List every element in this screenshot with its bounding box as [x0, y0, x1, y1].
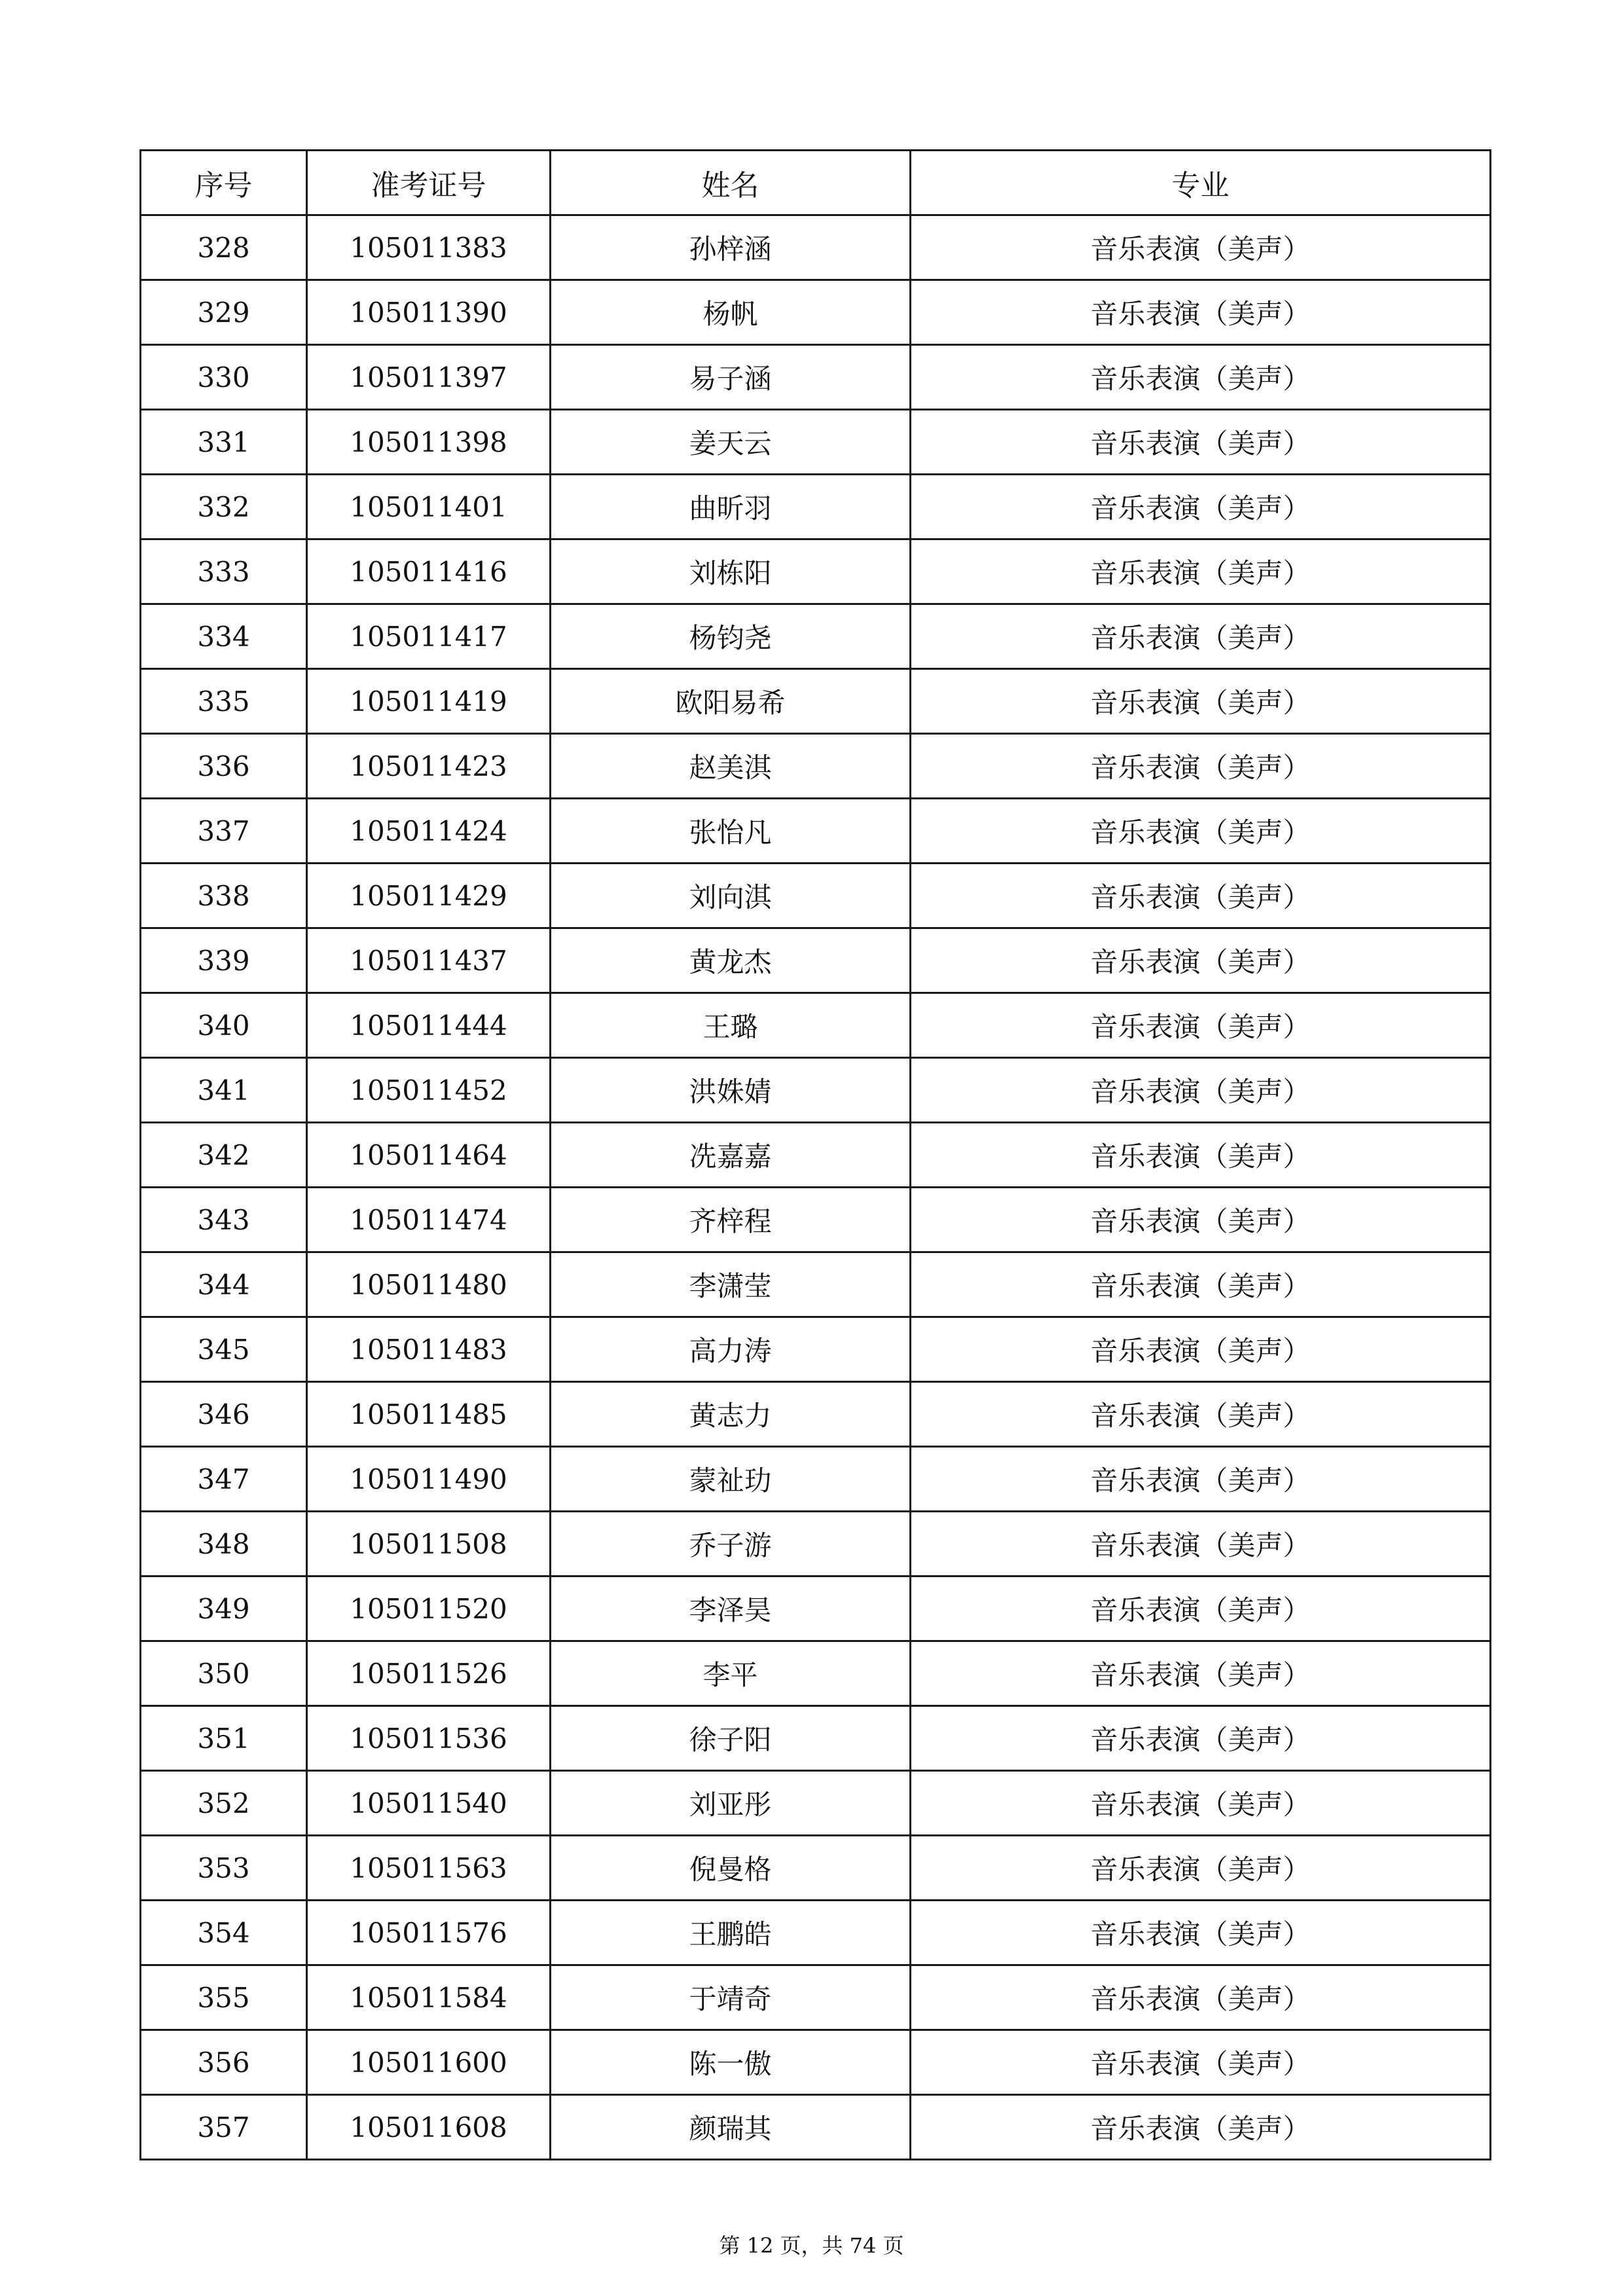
cell-name: 孙梓涵 [551, 215, 911, 280]
cell-exam-ticket-number: 105011600 [307, 2030, 551, 2095]
cell-major: 音乐表演（美声） [911, 539, 1491, 604]
cell-exam-ticket-number: 105011401 [307, 475, 551, 539]
cell-major: 音乐表演（美声） [911, 1706, 1491, 1771]
table-row [141, 215, 1491, 280]
cell-serial-number: 335 [141, 669, 307, 734]
cell-exam-ticket-number: 105011520 [307, 1576, 551, 1641]
cell-name: 洪姝婧 [551, 1058, 911, 1123]
cell-exam-ticket-number: 105011480 [307, 1252, 551, 1317]
cell-major: 音乐表演（美声） [911, 1252, 1491, 1317]
table-row [141, 475, 1491, 539]
table-header-row [141, 151, 1491, 215]
cell-major: 音乐表演（美声） [911, 1965, 1491, 2030]
table-row [141, 1771, 1491, 1836]
cell-name: 徐子阳 [551, 1706, 911, 1771]
cell-major: 音乐表演（美声） [911, 1512, 1491, 1576]
cell-exam-ticket-number: 105011584 [307, 1965, 551, 2030]
cell-name: 黄志力 [551, 1382, 911, 1447]
cell-serial-number: 330 [141, 345, 307, 410]
cell-major: 音乐表演（美声） [911, 799, 1491, 864]
header-major: 专业 [911, 151, 1491, 215]
cell-serial-number: 339 [141, 928, 307, 993]
header-name: 姓名 [551, 151, 911, 215]
cell-serial-number: 333 [141, 539, 307, 604]
cell-major: 音乐表演（美声） [911, 734, 1491, 799]
cell-name: 倪曼格 [551, 1836, 911, 1901]
cell-major: 音乐表演（美声） [911, 1901, 1491, 1965]
cell-major: 音乐表演（美声） [911, 2095, 1491, 2160]
cell-exam-ticket-number: 105011429 [307, 864, 551, 928]
cell-name: 冼嘉嘉 [551, 1123, 911, 1188]
cell-serial-number: 338 [141, 864, 307, 928]
cell-name: 易子涵 [551, 345, 911, 410]
cell-major: 音乐表演（美声） [911, 345, 1491, 410]
table-body [141, 215, 1491, 2160]
table-row [141, 1447, 1491, 1512]
cell-major: 音乐表演（美声） [911, 1123, 1491, 1188]
cell-serial-number: 336 [141, 734, 307, 799]
cell-serial-number: 349 [141, 1576, 307, 1641]
table-row [141, 1836, 1491, 1901]
table-row [141, 410, 1491, 475]
cell-exam-ticket-number: 105011397 [307, 345, 551, 410]
cell-name: 李潇莹 [551, 1252, 911, 1317]
cell-major: 音乐表演（美声） [911, 2030, 1491, 2095]
cell-name: 王鹏皓 [551, 1901, 911, 1965]
cell-serial-number: 350 [141, 1641, 307, 1706]
cell-name: 王璐 [551, 993, 911, 1058]
cell-serial-number: 341 [141, 1058, 307, 1123]
cell-major: 音乐表演（美声） [911, 669, 1491, 734]
cell-serial-number: 351 [141, 1706, 307, 1771]
cell-name: 刘亚彤 [551, 1771, 911, 1836]
cell-exam-ticket-number: 105011608 [307, 2095, 551, 2160]
cell-exam-ticket-number: 105011576 [307, 1901, 551, 1965]
cell-name: 乔子游 [551, 1512, 911, 1576]
cell-name: 赵美淇 [551, 734, 911, 799]
table-row [141, 864, 1491, 928]
cell-major: 音乐表演（美声） [911, 1576, 1491, 1641]
cell-name: 刘向淇 [551, 864, 911, 928]
cell-exam-ticket-number: 105011390 [307, 280, 551, 345]
cell-exam-ticket-number: 105011485 [307, 1382, 551, 1447]
cell-name: 高力涛 [551, 1317, 911, 1382]
cell-major: 音乐表演（美声） [911, 280, 1491, 345]
cell-serial-number: 342 [141, 1123, 307, 1188]
cell-exam-ticket-number: 105011464 [307, 1123, 551, 1188]
cell-major: 音乐表演（美声） [911, 1836, 1491, 1901]
table-row [141, 280, 1491, 345]
cell-exam-ticket-number: 105011419 [307, 669, 551, 734]
cell-exam-ticket-number: 105011526 [307, 1641, 551, 1706]
cell-exam-ticket-number: 105011490 [307, 1447, 551, 1512]
cell-serial-number: 346 [141, 1382, 307, 1447]
table-row [141, 539, 1491, 604]
cell-name: 欧阳易希 [551, 669, 911, 734]
cell-serial-number: 356 [141, 2030, 307, 2095]
table-row [141, 734, 1491, 799]
cell-exam-ticket-number: 105011474 [307, 1188, 551, 1252]
cell-serial-number: 347 [141, 1447, 307, 1512]
cell-major: 音乐表演（美声） [911, 1382, 1491, 1447]
cell-name: 曲昕羽 [551, 475, 911, 539]
table-row [141, 2095, 1491, 2160]
cell-serial-number: 332 [141, 475, 307, 539]
cell-serial-number: 343 [141, 1188, 307, 1252]
cell-exam-ticket-number: 105011424 [307, 799, 551, 864]
cell-name: 陈一傲 [551, 2030, 911, 2095]
cell-serial-number: 345 [141, 1317, 307, 1382]
cell-name: 李泽昊 [551, 1576, 911, 1641]
cell-exam-ticket-number: 105011483 [307, 1317, 551, 1382]
cell-exam-ticket-number: 105011540 [307, 1771, 551, 1836]
table-row [141, 1382, 1491, 1447]
cell-serial-number: 357 [141, 2095, 307, 2160]
table-row [141, 1965, 1491, 2030]
cell-name: 黄龙杰 [551, 928, 911, 993]
cell-exam-ticket-number: 105011416 [307, 539, 551, 604]
cell-exam-ticket-number: 105011383 [307, 215, 551, 280]
cell-exam-ticket-number: 105011452 [307, 1058, 551, 1123]
cell-exam-ticket-number: 105011437 [307, 928, 551, 993]
cell-major: 音乐表演（美声） [911, 928, 1491, 993]
table-row [141, 993, 1491, 1058]
cell-major: 音乐表演（美声） [911, 215, 1491, 280]
cell-serial-number: 344 [141, 1252, 307, 1317]
cell-exam-ticket-number: 105011417 [307, 604, 551, 669]
cell-name: 李平 [551, 1641, 911, 1706]
cell-major: 音乐表演（美声） [911, 1058, 1491, 1123]
header-exam-ticket-number: 准考证号 [307, 151, 551, 215]
cell-major: 音乐表演（美声） [911, 410, 1491, 475]
table-row [141, 1641, 1491, 1706]
table-row [141, 799, 1491, 864]
page-footer: 第 12 页，共 74 页 [719, 2233, 904, 2258]
cell-major: 音乐表演（美声） [911, 993, 1491, 1058]
cell-exam-ticket-number: 105011444 [307, 993, 551, 1058]
cell-serial-number: 352 [141, 1771, 307, 1836]
table-row [141, 1317, 1491, 1382]
cell-major: 音乐表演（美声） [911, 864, 1491, 928]
cell-major: 音乐表演（美声） [911, 1447, 1491, 1512]
candidate-table [139, 149, 1491, 2160]
table-row [141, 345, 1491, 410]
cell-major: 音乐表演（美声） [911, 1641, 1491, 1706]
cell-serial-number: 329 [141, 280, 307, 345]
table-row [141, 1706, 1491, 1771]
cell-name: 蒙祉玏 [551, 1447, 911, 1512]
cell-exam-ticket-number: 105011423 [307, 734, 551, 799]
cell-major: 音乐表演（美声） [911, 604, 1491, 669]
cell-serial-number: 348 [141, 1512, 307, 1576]
cell-major: 音乐表演（美声） [911, 1188, 1491, 1252]
table-row [141, 1512, 1491, 1576]
cell-name: 杨帆 [551, 280, 911, 345]
cell-exam-ticket-number: 105011563 [307, 1836, 551, 1901]
cell-serial-number: 354 [141, 1901, 307, 1965]
cell-exam-ticket-number: 105011536 [307, 1706, 551, 1771]
cell-serial-number: 331 [141, 410, 307, 475]
table-row [141, 1058, 1491, 1123]
cell-serial-number: 353 [141, 1836, 307, 1901]
table-row [141, 669, 1491, 734]
cell-name: 张怡凡 [551, 799, 911, 864]
cell-serial-number: 334 [141, 604, 307, 669]
table-row [141, 928, 1491, 993]
cell-major: 音乐表演（美声） [911, 1317, 1491, 1382]
cell-serial-number: 340 [141, 993, 307, 1058]
cell-name: 颜瑞其 [551, 2095, 911, 2160]
table-row [141, 1901, 1491, 1965]
table-row [141, 1123, 1491, 1188]
cell-exam-ticket-number: 105011398 [307, 410, 551, 475]
cell-exam-ticket-number: 105011508 [307, 1512, 551, 1576]
table-row [141, 2030, 1491, 2095]
table-row [141, 1576, 1491, 1641]
header-serial-number: 序号 [141, 151, 307, 215]
cell-name: 于靖奇 [551, 1965, 911, 2030]
cell-serial-number: 328 [141, 215, 307, 280]
cell-name: 刘栋阳 [551, 539, 911, 604]
table-row [141, 1188, 1491, 1252]
cell-serial-number: 337 [141, 799, 307, 864]
cell-name: 齐梓程 [551, 1188, 911, 1252]
cell-serial-number: 355 [141, 1965, 307, 2030]
cell-name: 姜天云 [551, 410, 911, 475]
table-row [141, 1252, 1491, 1317]
cell-major: 音乐表演（美声） [911, 475, 1491, 539]
cell-major: 音乐表演（美声） [911, 1771, 1491, 1836]
table-row [141, 604, 1491, 669]
cell-name: 杨钧尧 [551, 604, 911, 669]
